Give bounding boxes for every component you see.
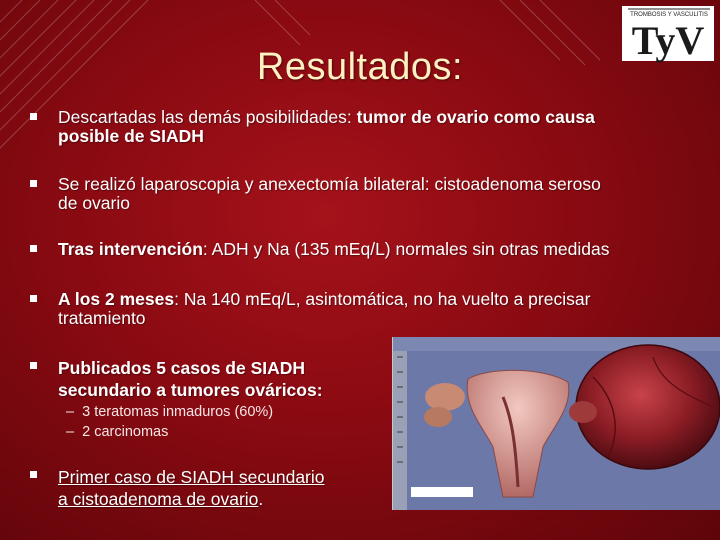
bullet-item-6 — [30, 466, 325, 510]
logo-mark: TyV — [631, 18, 705, 63]
bullet-5-line1: Publicados 5 casos de SIADH — [58, 358, 306, 378]
bullet-1-text: Descartadas las demás posibilidades: — [58, 107, 357, 127]
bullet-3-text: : ADH y Na (135 mEq/L) normales sin otras medidas — [202, 239, 610, 259]
logo-tagline: TROMBOSIS Y VASCULITIS — [630, 12, 708, 18]
bullet-item-3 — [30, 240, 609, 259]
bullet-6-line1: Primer caso de SIADH secundario — [58, 467, 325, 487]
bullet-6-period: . — [258, 489, 264, 509]
subitem-1 — [66, 403, 273, 422]
bullet-item-2 — [30, 175, 601, 213]
bullet-4-bold: A los 2 meses — [58, 289, 175, 309]
specimen-photo — [393, 337, 720, 510]
square-bullet-icon — [30, 180, 37, 187]
subitem-1-text: 3 teratomas inmaduros (60%) — [82, 404, 274, 420]
bullet-1-bold: tumor de ovario como causa — [356, 107, 595, 127]
bullet-item-4 — [30, 290, 590, 328]
bullet-1-line2: posible de SIADH — [58, 126, 204, 146]
bullet-2-line2: de ovario — [58, 193, 130, 213]
square-bullet-icon — [30, 295, 37, 302]
dash-bullet-icon: – — [66, 404, 83, 420]
square-bullet-icon — [30, 113, 37, 120]
subitem-2-text: 2 carcinomas — [82, 424, 169, 440]
bullet-4-line2: tratamiento — [58, 308, 146, 328]
dash-bullet-icon: – — [66, 424, 83, 440]
square-bullet-icon — [30, 471, 37, 478]
square-bullet-icon — [30, 362, 37, 369]
square-bullet-icon — [30, 245, 37, 252]
bullet-item-5 — [30, 357, 323, 401]
bullet-item-1 — [30, 108, 595, 146]
bullet-5-line2: secundario a tumores ováricos: — [58, 380, 323, 400]
bullet-2-line1: Se realizó laparoscopia y anexectomía bilateral: cistoadenoma seroso — [58, 174, 601, 194]
bullet-3-bold: Tras intervención — [58, 239, 203, 259]
bullet-4-text: : Na 140 mEq/L, asintomática, no ha vuelto a precisar — [174, 289, 591, 309]
subitem-2 — [66, 423, 168, 442]
slide-title: Resultados: — [256, 46, 464, 88]
bullet-6-line2: a cistoadenoma de ovario — [58, 489, 259, 509]
